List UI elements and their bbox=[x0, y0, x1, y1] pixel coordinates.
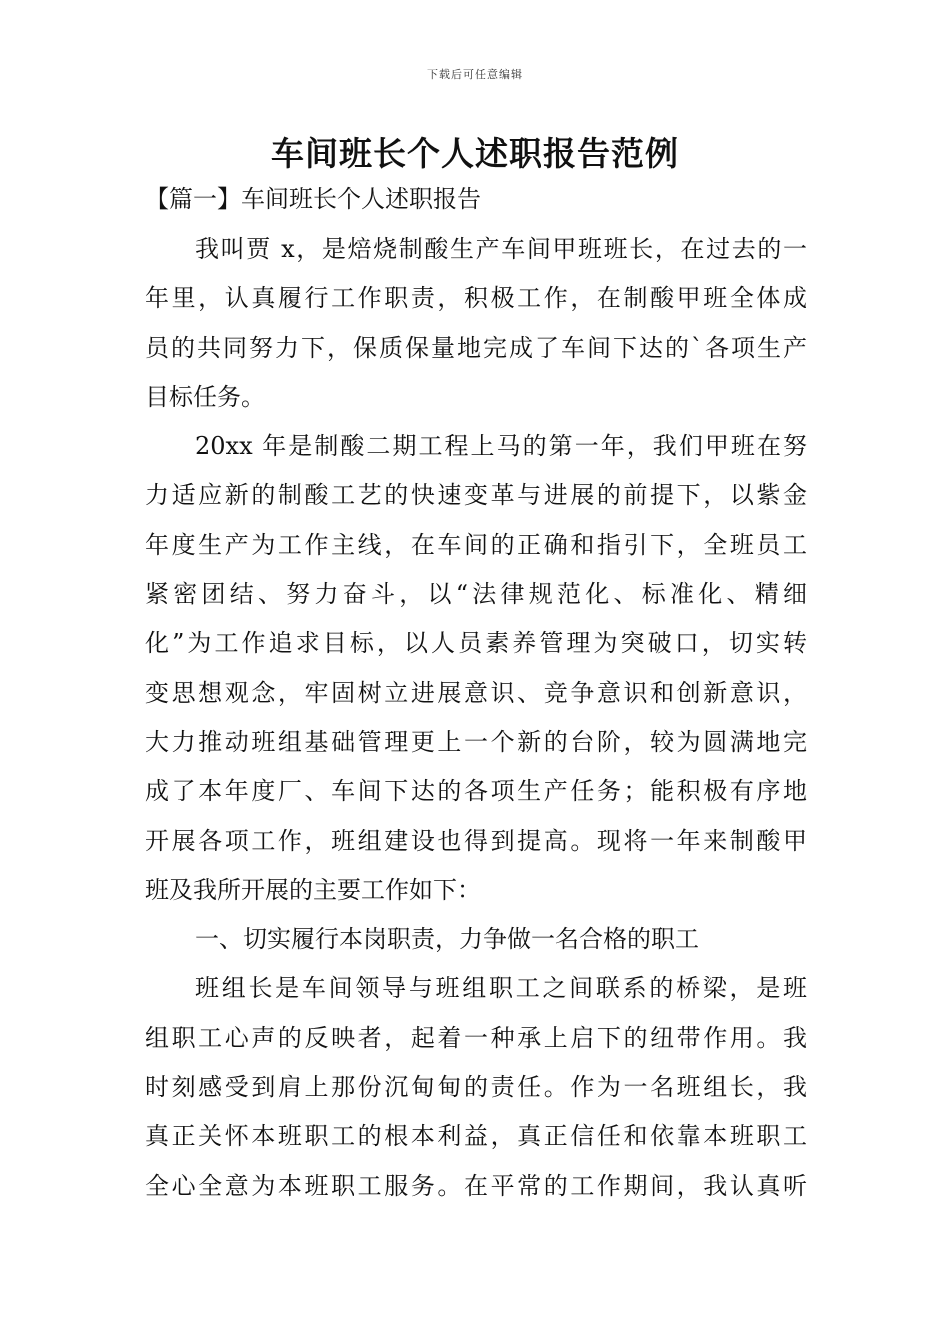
paragraph-line: 年度生产为工作主线，在车间的正确和指引下，全班员工 bbox=[145, 530, 807, 559]
paragraph-line: 成了本年度厂、车间下达的各项生产任务；能积极有序地 bbox=[145, 777, 807, 806]
paragraph-line: 化”为工作追求目标，以人员素养管理为突破口，切实转 bbox=[145, 629, 807, 658]
section-heading: 【篇一】车间班长个人述职报告 bbox=[145, 185, 481, 213]
paragraph-line: 我叫贾 x，是焙烧制酸生产车间甲班班长，在过去的一 bbox=[195, 235, 807, 263]
paragraph-line: 真正关怀本班职工的根本利益，真正信任和依靠本班职工 bbox=[145, 1122, 807, 1151]
paragraph-line: 时刻感受到肩上那份沉甸甸的责任。作为一名班组长，我 bbox=[145, 1073, 807, 1102]
paragraph-line: 20xx 年是制酸二期工程上马的第一年，我们甲班在努 bbox=[195, 432, 807, 461]
paragraph-line: 组职工心声的反映者，起着一种承上启下的纽带作用。我 bbox=[145, 1023, 807, 1052]
paragraph-line: 全心全意为本班职工服务。在平常的工作期间，我认真听 bbox=[145, 1171, 807, 1200]
paragraph-line: 目标任务。 bbox=[145, 382, 265, 411]
paragraph-line: 年里，认真履行工作职责，积极工作，在制酸甲班全体成 bbox=[145, 284, 807, 313]
paragraph-line: 变思想观念，牢固树立进展意识、竞争意识和创新意识， bbox=[145, 678, 807, 707]
paragraph-line: 员的共同努力下，保质保量地完成了车间下达的`各项生产 bbox=[145, 333, 807, 362]
paragraph-line: 紧密团结、努力奋斗，以“法律规范化、标准化、精细 bbox=[145, 580, 807, 609]
paragraph-line: 开展各项工作，班组建设也得到提高。现将一年来制酸甲 bbox=[145, 826, 807, 855]
body-text bbox=[145, 225, 807, 1211]
paragraph-line: 力适应新的制酸工艺的快速变革与进展的前提下，以紫金 bbox=[145, 481, 807, 510]
paragraph-line: 班组长是车间领导与班组职工之间联系的桥梁，是班 bbox=[195, 974, 807, 1003]
paragraph-line: 大力推动班组基础管理更上一个新的台阶，较为圆满地完 bbox=[145, 727, 807, 756]
paragraph-line: 班及我所开展的主要工作如下： bbox=[145, 875, 481, 904]
document-title: 车间班长个人述职报告范例 bbox=[271, 134, 679, 173]
header-note: 下载后可任意编辑 bbox=[427, 68, 523, 81]
subsection-heading: 一、切实履行本岗职责，力争做一名合格的职工 bbox=[195, 925, 699, 954]
